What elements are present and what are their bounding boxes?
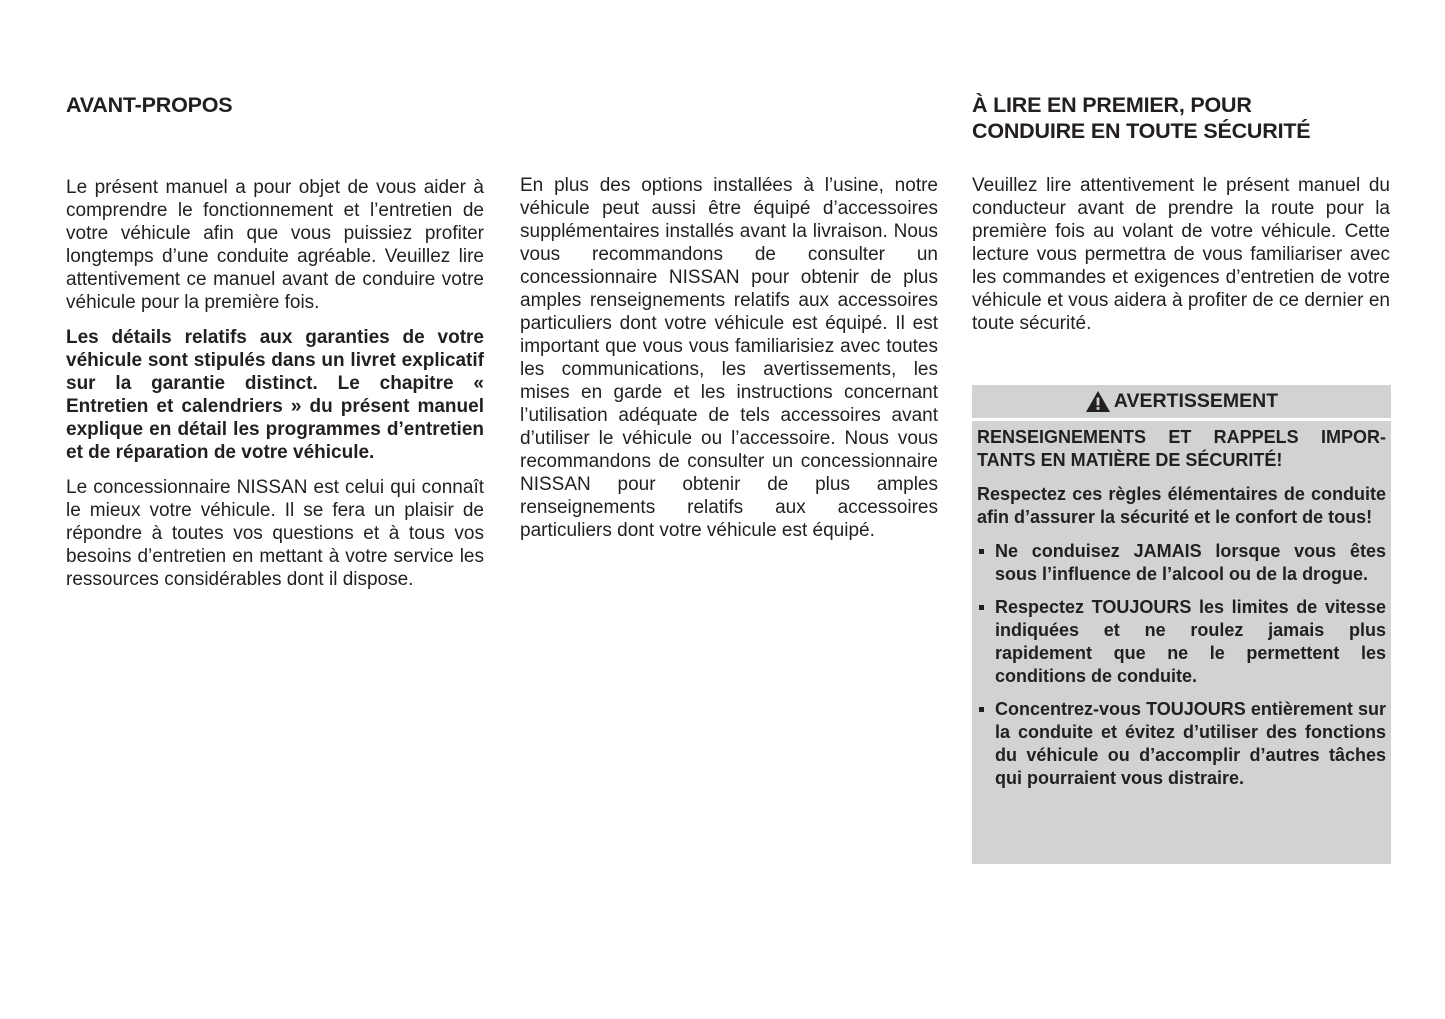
- warning-list-item: Concentrez-vous TOUJOURS entièrement sur la conduite et évitez d’utiliser des fonctions du véhicule ou d’accomplir d’autres tâches qui pourraient vous distraire.: [977, 698, 1386, 790]
- page-title-avant-propos: AVANT-PROPOS: [66, 93, 233, 117]
- warning-subtitle: RENSEIGNEMENTS ET RAPPELS IMPORTANTS EN MATIÈRE DE SÉCURITÉ!: [977, 427, 1386, 470]
- warning-triangle-icon: [1085, 390, 1111, 413]
- column-2: [520, 174, 938, 542]
- warning-intro: Respectez ces règles élémentaires de conduite afin d’assurer la sécurité et le confort de tous!: [977, 484, 1386, 527]
- intro-paragraph: Le présent manuel a pour objet de vous aider à comprendre le fonctionnement et l’entretien de votre véhicule afin que vous puissiez profiter longtemps d’une conduite agréable. Veuillez lire attentivement ce manuel avant de conduire votre véhicule pour la première fois.: [66, 177, 484, 313]
- warning-body: [972, 421, 1391, 790]
- column-3: [972, 174, 1390, 335]
- dealer-paragraph: Le concessionnaire NISSAN est celui qui connaît le mieux votre véhicule. Il se fera un plaisir de répondre à toutes vos questions et à tous vos besoins d’entretien en mettant à votre service les ressources considérables dont il dispose.: [66, 477, 484, 590]
- heading-line-1: À LIRE EN PREMIER, POUR: [972, 93, 1252, 117]
- warning-list-item: Ne conduisez JAMAIS lorsque vous êtes sous l’influence de l’alcool ou de la drogue.: [977, 540, 1386, 586]
- warranty-paragraph: Les détails relatifs aux garanties de votre véhicule sont stipulés dans un livret explicatif sur la garantie distinct. Le chapitre « Entretien et calendriers » du présent manuel explique en détail les programmes d’entretien et de réparation de votre véhicule.: [66, 327, 484, 463]
- warning-list: [977, 540, 1386, 790]
- read-first-paragraph: Veuillez lire attentivement le présent manuel du conducteur avant de prendre la route pour la première fois au volant de votre véhicule. Cette lecture vous permettra de vous familiariser avec les commandes et exigences d’entretien de votre véhicule et vous aidera à profiter de ce dernier en toute sécurité.: [972, 175, 1390, 334]
- warning-box: [972, 385, 1391, 864]
- accessories-paragraph: En plus des options installées à l’usine, notre véhicule peut aussi être équipé d’accessoires supplémentaires installés avant la livraison. Nous vous recommandons de consulter un concessionnaire NISSAN pour obtenir de plus amples renseignements relatifs aux accessoires particuliers dont votre véhicule est équipé. Il est important que vous vous familiarisiez avec toutes les communications, les avertissements, les mises en garde et les instructions concernant l’utilisation adéquate de tels accessoires avant d’utiliser le véhicule ou l’accessoire. Nous vous recommandons de consulter un concessionnaire NISSAN pour obtenir de plus amples renseignements relatifs aux accessoires particuliers dont votre véhicule est équipé.: [520, 175, 938, 541]
- warning-list-item: Respectez TOUJOURS les limites de vitesse indiquées et ne roulez jamais plus rapidement que ne le permettent les conditions de conduite.: [977, 596, 1386, 688]
- warning-title: AVERTISSEMENT: [1113, 390, 1279, 412]
- page-title-lire-en-premier: [972, 92, 1310, 144]
- heading-line-2: CONDUIRE EN TOUTE SÉCURITÉ: [972, 119, 1311, 143]
- warning-header: [972, 385, 1391, 421]
- column-1: [66, 176, 484, 591]
